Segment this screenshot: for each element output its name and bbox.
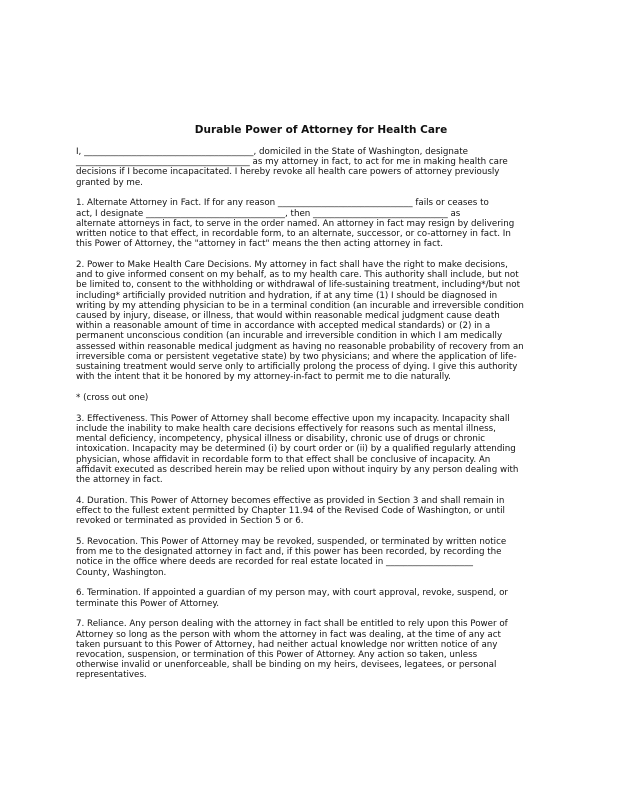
text-line: * (cross out one) <box>76 393 149 404</box>
section-6-termination <box>76 588 566 608</box>
text-line: sustaining treatment would serve only to artificially prolong the process of dying. I give this authority <box>76 362 518 373</box>
document-title: Durable Power of Attorney for Health Care <box>194 124 448 136</box>
text-line: Attorney so long as the person with whom the attorney in fact was dealing, at the time of any act <box>76 629 501 640</box>
text-line: 7. Reliance. Any person dealing with the attorney in fact shall be entitled to rely upon this Power of <box>76 619 508 630</box>
text-line: 2. Power to Make Health Care Decisions. My attorney in fact shall have the right to make decisions, <box>76 260 508 271</box>
text-line: permanent unconscious condition (an incurable and irreversible condition in which I am medically <box>76 331 503 342</box>
text-line: granted by me. <box>76 177 143 188</box>
section-3-effectiveness <box>76 414 566 485</box>
text-line: affidavit executed as described herein may be relied upon without inquiry by any person dealing with <box>76 464 519 475</box>
text-line: the attorney in fact. <box>76 475 163 486</box>
text-line: County, Washington. <box>76 567 167 578</box>
text-line: terminate this Power of Attorney. <box>76 598 220 609</box>
section-7-reliance <box>76 619 566 680</box>
text-line: otherwise invalid or unenforceable, shall be binding on my heirs, devisees, legatees, or personal <box>76 660 497 671</box>
text-line: 6. Termination. If appointed a guardian of my person may, with court approval, revoke, suspend, or <box>76 588 508 599</box>
document-page <box>76 124 566 691</box>
text-line: this Power of Attorney, the "attorney in fact" means the then acting attorney in fact. <box>76 239 444 250</box>
text-line: act, I designate ________________________________, then _______________________________ as <box>76 208 461 219</box>
section-5-revocation <box>76 537 566 578</box>
text-line: 1. Alternate Attorney in Fact. If for any reason _______________________________ fails or ceases to <box>76 198 489 209</box>
text-line: from me to the designated attorney in fact and, if this power has been recorded, by recording the <box>76 547 502 558</box>
text-line: I, _______________________________________, domiciled in the State of Washington, designate <box>76 147 469 157</box>
text-line: caused by injury, disease, or illness, that would within reasonable medical judgment cause death <box>76 311 500 322</box>
text-line: 5. Revocation. This Power of Attorney may be revoked, suspended, or terminated by written notice <box>76 537 507 548</box>
text-line: within a reasonable amount of time in accordance with accepted medical standards) or (2) in a <box>76 321 491 332</box>
text-line: irreversible coma or persistent vegetative state) by two physicians; and where the application of life- <box>76 351 517 362</box>
text-line: writing by my attending physician to be in a terminal condition (an incurable and irreversible condition <box>76 300 524 311</box>
section-4-duration <box>76 496 566 527</box>
text-line: ________________________________________ as my attorney in fact, to act for me in making health care <box>76 157 508 168</box>
text-line: including* artificially provided nutrition and hydration, if at any time (1) I should be diagnosed in <box>76 290 498 301</box>
text-line: revocation, suspension, or termination of this Power of Attorney. Any action so taken, unless <box>76 650 478 661</box>
text-line: representatives. <box>76 670 147 681</box>
section-2-health-care-decisions <box>76 260 566 382</box>
text-line: alternate attorneys in fact, to serve in the order named. An attorney in fact may resign by delivering <box>76 218 515 229</box>
text-line: revoked or terminated as provided in Section 5 or 6. <box>76 516 304 527</box>
text-line: written notice to that effect, in recordable form, to an alternate, successor, or co-attorney in fact. In <box>76 229 511 240</box>
text-line: decisions if I become incapacitated. I hereby revoke all health care powers of attorney previously <box>76 167 500 178</box>
text-line: with the intent that it be honored by my attorney-in-fact to permit me to die naturally. <box>76 372 451 383</box>
section-1-alternate-attorney <box>76 198 566 249</box>
text-line: 4. Duration. This Power of Attorney becomes effective as provided in Section 3 and shall remain in <box>76 495 505 506</box>
text-line: assessed within reasonable medical judgment as having no reasonable probability of recovery from an <box>76 341 524 352</box>
text-line: and to give informed consent on my behalf, as to my health care. This authority shall include, but not <box>76 270 519 281</box>
cross-out-note <box>76 393 566 403</box>
text-line: be limited to, consent to the withholding or withdrawal of life-sustaining treatment, including*/but not <box>76 280 520 291</box>
text-line: physician, whose affidavit in recordable form to that effect shall be conclusive of incapacity. An <box>76 454 491 465</box>
text-line: effect to the fullest extent permitted by Chapter 11.94 of the Revised Code of Washington, or until <box>76 506 505 517</box>
intro-paragraph <box>76 147 566 188</box>
text-line: include the inability to make health care decisions effectively for reasons such as mental illness, <box>76 424 496 435</box>
text-line: intoxication. Incapacity may be determined (i) by court order or (ii) by a qualified regularly attending <box>76 444 516 455</box>
text-line: 3. Effectiveness. This Power of Attorney shall become effective upon my incapacity. Incapacity shall <box>76 413 510 424</box>
text-line: taken pursuant to this Power of Attorney, had neither actual knowledge nor written notice of any <box>76 639 498 650</box>
text-line: notice in the office where deeds are recorded for real estate located in ____________________ <box>76 557 473 568</box>
text-line: mental deficiency, incompetency, physical illness or disability, chronic use of drugs or chronic <box>76 434 486 445</box>
